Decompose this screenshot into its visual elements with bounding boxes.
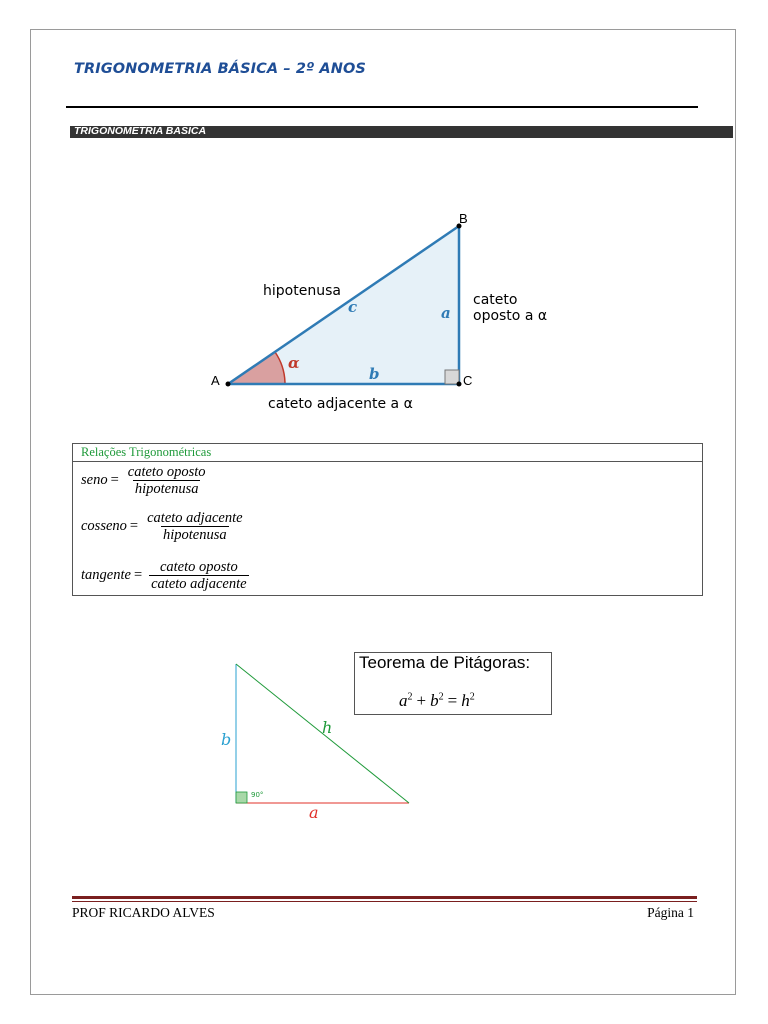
side-c-label: c [348,298,358,316]
eq-plus: + [416,691,427,710]
vertex-c-label: C [463,373,473,388]
page-title: TRIGONOMETRIA BÁSICA – 2º ANOS [74,61,366,77]
side-a-label: a [441,304,451,322]
eq-a: a [399,691,408,710]
seno-name: seno [81,472,108,488]
angle-90-label: 90° [251,791,264,799]
seno-numerator: cateto oposto [127,464,206,480]
right-angle-square [236,792,247,803]
pythagoras-title: Teorema de Pitágoras: [359,653,531,672]
side-a-label-2: a [309,803,319,822]
eq-b: b [430,691,439,710]
tangente-denominator: cateto adjacente [151,576,247,592]
eq-h-exp: 2 [469,691,475,703]
tangente-numerator: cateto oposto [159,559,238,575]
footer-page-number: Página 1 [647,905,694,920]
tangente-formula: tangente = $\frac{\text{cateto oposto}}{\text{cateto adjacente}}$ [81,559,247,592]
pythagoras-box [354,652,552,715]
opposite-label-line2: oposto a α [473,308,548,324]
side-b-label-2: b [221,730,232,749]
cosseno-numerator: cateto adjacente [147,510,243,526]
footer-rule-thin [72,901,697,902]
vertex-b-label: B [459,211,468,226]
eq-equals: = [447,691,458,710]
tangente-name: tangente [81,567,131,583]
side-h-label: h [322,718,333,737]
angle-alpha-label: α [288,354,300,372]
adjacent-label: cateto adjacente a α [268,396,413,412]
footer-author: PROF RICARDO ALVES [72,905,215,920]
cosseno-name: cosseno [81,518,127,534]
opposite-label-line1: cateto [473,292,518,308]
eq-b-exp: 2 [438,691,444,703]
side-b-label: b [369,365,380,383]
seno-formula: seno = $\frac{\text{cateto oposto}}{\text{hipotenusa}}$ [81,464,206,497]
hypotenuse-label: hipotenusa [263,283,341,299]
eq-a-exp: 2 [407,691,413,703]
vertex-a-label: A [211,373,220,388]
footer-rule-thick [72,896,697,899]
pythagoras-equation [399,691,475,711]
cosseno-formula: cosseno = $\frac{\text{cateto adjacente}}{\text{hipotenusa}}$ [81,510,243,543]
relations-heading: Relações Trigonométricas [73,444,702,462]
cosseno-denominator: hipotenusa [163,527,227,543]
section-label: TRIGONOMETRIA BASICA [74,125,207,137]
eq-h: h [461,691,470,710]
seno-denominator: hipotenusa [134,481,199,497]
